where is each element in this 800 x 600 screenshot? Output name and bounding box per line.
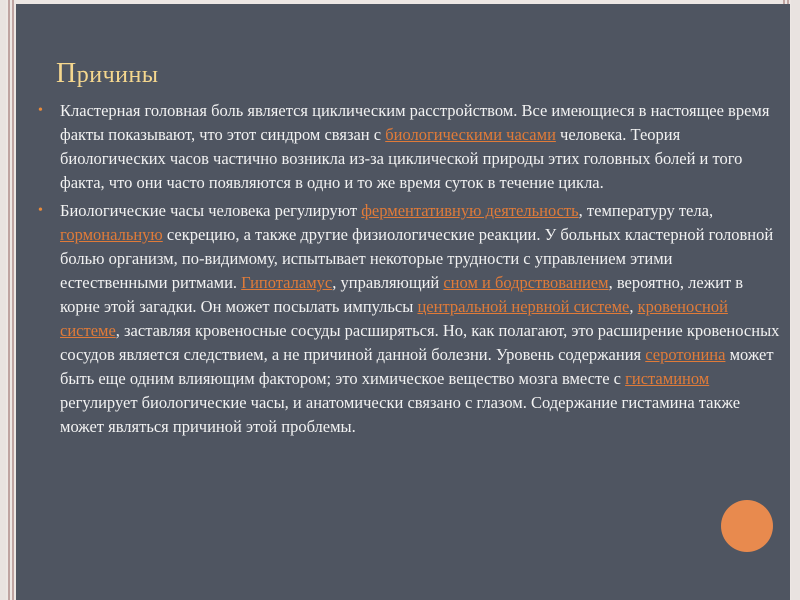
text-segment: может быть еще одним влияющим фактором; это химическое вещество мозга вместе с bbox=[60, 345, 774, 388]
text-segment: , управляющий bbox=[332, 273, 444, 292]
link-central-nervous-system[interactable]: центральной нервной системе bbox=[417, 297, 630, 316]
text-segment: , заставляя кровеносные сосуды расширяться. Но, как полагают, это расширение кровеносных сосудов является следствием, а не причиной данной болезни. Уровень содержания bbox=[60, 321, 780, 364]
title-rest: ричины bbox=[76, 62, 159, 88]
frame-stripe-left-1 bbox=[8, 0, 10, 600]
bullet-text-1 bbox=[60, 99, 784, 195]
text-segment: секрецию, а также другие физиологические реакции. У больных кластерной головной болью организм, по-видимому, испытывает некоторые трудности с управлением этими естественными ритмами. bbox=[60, 225, 774, 292]
link-histamine[interactable]: гистамином bbox=[625, 369, 710, 388]
link-circulatory-system[interactable]: кровеносной системе bbox=[60, 297, 728, 340]
frame-stripe-left-2 bbox=[12, 0, 14, 600]
text-segment: , вероятно, лежит в корне этой загадки. Он может посылать импульсы bbox=[60, 273, 744, 316]
slide-content bbox=[38, 99, 784, 443]
link-serotonin[interactable]: серотонина bbox=[645, 345, 726, 364]
link-biological-clock[interactable]: биологическими часами bbox=[385, 125, 556, 144]
slide-frame bbox=[6, 0, 791, 600]
bullet-dot-icon: • bbox=[38, 103, 43, 118]
text-segment: , bbox=[629, 297, 638, 316]
bullet-text-2 bbox=[60, 199, 784, 439]
link-hypothalamus[interactable]: Гипоталамус bbox=[241, 273, 333, 292]
link-hormonal[interactable]: гормональную bbox=[60, 225, 163, 244]
title-first-letter: П bbox=[56, 58, 77, 89]
bullet-item-1 bbox=[38, 99, 784, 195]
text-segment: Кластерная головная боль является циклическим расстройством. Все имеющиеся в настоящее время факты показывают, что этот синдром связан с bbox=[60, 101, 770, 144]
slide-body bbox=[16, 4, 790, 600]
link-enzymatic-activity[interactable]: ферментативную деятельность bbox=[361, 201, 579, 220]
bullet-dot-icon: • bbox=[38, 203, 43, 218]
text-segment: , температуру тела, bbox=[578, 201, 714, 220]
link-sleep-wakefulness[interactable]: сном и бодрствованием bbox=[443, 273, 609, 292]
text-segment: Биологические часы человека регулируют bbox=[60, 201, 362, 220]
slide-title bbox=[56, 58, 158, 90]
accent-circle-icon bbox=[721, 500, 773, 552]
bullet-item-2 bbox=[38, 199, 784, 439]
text-segment: человека. Теория биологических часов частично возникла из-за циклической природы этих головных болей и того факта, что они часто появляются в одно и то же время суток в течение цикла. bbox=[60, 125, 743, 192]
text-segment: регулирует биологические часы, и анатомически связано с глазом. Содержание гистамина также может являться причиной этой проблемы. bbox=[60, 393, 741, 436]
